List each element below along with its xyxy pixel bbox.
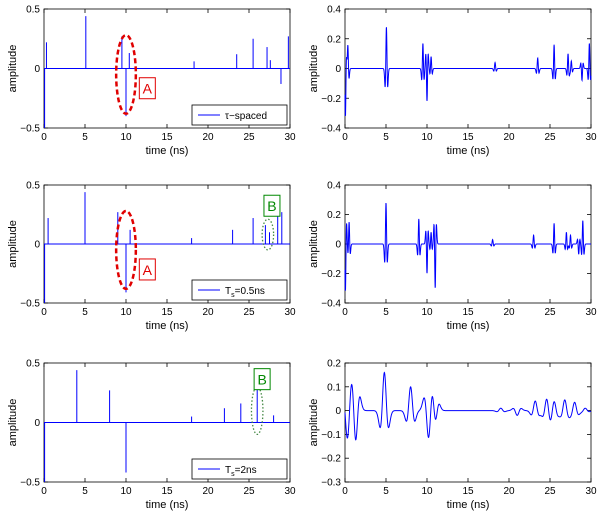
chart-panel-5 [7, 359, 296, 512]
y-tick-label: −0.1 [321, 429, 341, 441]
annotation-label-b: B [267, 198, 277, 215]
x-tick-label: 30 [284, 307, 296, 318]
x-tick-label: 25 [243, 132, 255, 143]
x-tick-label: 0 [41, 307, 47, 318]
x-tick-label: 20 [503, 307, 515, 318]
y-tick-label: −0.4 [321, 123, 341, 135]
x-tick-label: 0 [342, 132, 348, 143]
chart-panel-1 [7, 5, 296, 158]
waveform-line [345, 373, 591, 440]
y-axis-label: amplitude [308, 220, 320, 268]
y-tick-label: 0 [34, 239, 40, 251]
annotation-label-b: B [257, 371, 267, 388]
y-tick-label: 0.4 [327, 180, 341, 192]
x-tick-label: 20 [202, 132, 214, 143]
legend-label: $T_s=2ns$ [225, 465, 257, 478]
x-tick-label: 25 [544, 486, 556, 497]
legend-label: $T_s=0.5ns$ [225, 286, 265, 299]
y-axis-label: amplitude [7, 44, 19, 93]
y-tick-label: 0 [335, 239, 341, 251]
x-tick-label: 15 [161, 132, 173, 143]
y-tick-label: 0 [34, 418, 40, 429]
annotation-label-a: A [142, 80, 152, 97]
x-axis-label: time (ns) [145, 320, 189, 332]
x-tick-label: 5 [383, 132, 389, 143]
y-tick-label: −0.5 [20, 477, 40, 489]
x-tick-label: 30 [585, 132, 597, 143]
y-tick-label: −0.2 [321, 269, 341, 280]
y-tick-label: −0.5 [20, 123, 40, 135]
x-tick-label: 10 [120, 132, 132, 143]
legend-label: τ−spaced [225, 111, 268, 122]
x-tick-label: 0 [342, 307, 348, 318]
y-tick-label: 0.5 [26, 4, 40, 16]
y-tick-label: 0.2 [327, 210, 341, 221]
chart-panel-4 [308, 181, 597, 333]
waveform-line [345, 27, 591, 116]
y-axis-label: amplitude [7, 398, 19, 447]
x-tick-label: 5 [82, 132, 88, 143]
x-tick-label: 5 [383, 486, 389, 497]
x-tick-label: 5 [82, 486, 88, 497]
y-tick-label: 0 [335, 406, 341, 418]
y-tick-label: 0.4 [327, 4, 341, 16]
y-tick-label: 0.2 [327, 358, 341, 370]
x-axis-label: time (ns) [145, 499, 189, 511]
x-tick-label: 30 [284, 486, 296, 497]
y-tick-label: −0.2 [321, 93, 341, 105]
x-tick-label: 0 [41, 132, 47, 143]
x-tick-label: 15 [462, 486, 474, 497]
x-tick-label: 20 [503, 486, 515, 497]
y-tick-label: 0.5 [26, 358, 40, 370]
annotation-ellipse-b [262, 219, 273, 250]
x-tick-label: 25 [243, 307, 255, 318]
x-tick-label: 15 [161, 307, 173, 318]
y-tick-label: 0 [335, 64, 341, 75]
y-tick-label: −0.5 [20, 298, 40, 310]
y-tick-label: 0.1 [327, 382, 341, 394]
x-tick-label: 10 [421, 132, 433, 143]
y-tick-label: −0.3 [321, 477, 341, 489]
x-tick-label: 20 [503, 132, 515, 143]
x-tick-label: 30 [284, 132, 296, 143]
x-tick-label: 5 [383, 307, 389, 318]
x-tick-label: 30 [585, 486, 597, 497]
chart-panel-3 [7, 181, 296, 333]
x-tick-label: 10 [421, 307, 433, 318]
x-axis-label: time (ns) [446, 320, 490, 332]
plot-frame [345, 363, 591, 482]
chart-panel-2 [308, 5, 597, 158]
x-tick-label: 15 [462, 132, 474, 143]
x-axis-label: time (ns) [145, 145, 189, 157]
x-tick-label: 0 [41, 486, 47, 497]
x-tick-label: 10 [421, 486, 433, 497]
y-axis-label: amplitude [7, 220, 19, 268]
y-tick-label: −0.4 [321, 298, 341, 310]
chart-panel-6 [308, 359, 597, 512]
x-tick-label: 25 [243, 486, 255, 497]
y-tick-label: 0.5 [26, 180, 40, 192]
x-tick-label: 25 [544, 307, 556, 318]
annotation-label-a: A [142, 261, 152, 278]
y-axis-label: amplitude [308, 44, 320, 93]
x-tick-label: 5 [82, 307, 88, 318]
x-axis-label: time (ns) [446, 499, 490, 511]
y-tick-label: −0.2 [321, 453, 341, 465]
waveform-line [345, 203, 591, 291]
x-tick-label: 20 [202, 307, 214, 318]
x-tick-label: 15 [462, 307, 474, 318]
x-tick-label: 30 [585, 307, 597, 318]
x-tick-label: 20 [202, 486, 214, 497]
x-axis-label: time (ns) [446, 145, 490, 157]
x-tick-label: 0 [342, 486, 348, 497]
x-tick-label: 15 [161, 486, 173, 497]
x-tick-label: 25 [544, 132, 556, 143]
y-tick-label: 0.2 [327, 34, 341, 46]
x-tick-label: 10 [120, 307, 132, 318]
y-axis-label: amplitude [308, 398, 320, 447]
x-tick-label: 10 [120, 486, 132, 497]
y-tick-label: 0 [34, 64, 40, 75]
